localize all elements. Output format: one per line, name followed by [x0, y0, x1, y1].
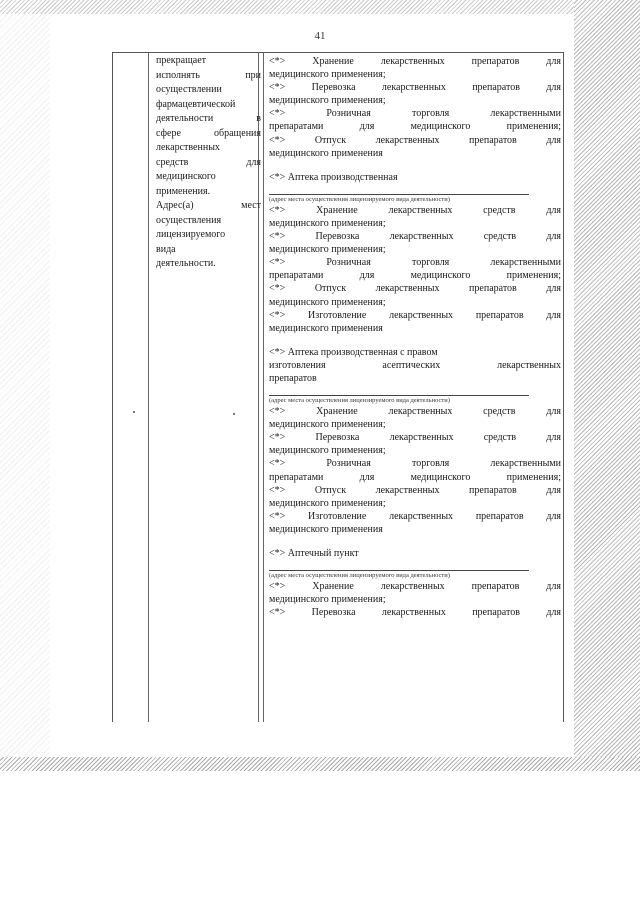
text-line: медицинского применения; [269, 419, 386, 431]
scan-margin-top [0, 0, 640, 14]
text-line: Адрес(а) мест [156, 200, 261, 211]
text-line: деятельности. [156, 258, 216, 269]
text-line: прекращает [156, 55, 207, 66]
text-line: сфере обращения [156, 127, 261, 139]
text-line: медицинского применения; [269, 95, 386, 107]
text-line: медицинского применения; [269, 244, 386, 256]
text-line: медицинского применения; [269, 594, 386, 606]
column-divider [263, 53, 264, 722]
text-line: медицинского применения [269, 523, 383, 535]
text-line: применения. [156, 185, 211, 197]
page-number: 41 [314, 30, 326, 42]
text-line: медицинского применения [269, 147, 383, 159]
address-caption: (адрес места осуществления лицензируемого вида деятельности) [269, 395, 529, 405]
right-column-text [269, 55, 561, 619]
text-line: лицензируемого [156, 229, 226, 240]
text-line: <*> Перевозка лекарственных средств для [269, 231, 561, 243]
text-line: медицинского применения [269, 322, 383, 334]
text-line: <*> Изготовление лекарственных препаратов для [269, 510, 561, 522]
text-line: средств для [156, 156, 261, 168]
text-line: <*> Изготовление лекарственных препаратов для [269, 309, 561, 321]
text-line: <*> Перевозка лекарственных препаратов для [269, 82, 561, 94]
scan-speck [233, 413, 235, 415]
text-line: <*> Перевозка лекарственных препаратов для [269, 607, 561, 619]
section-title: <*> Аптека производственная с правом [269, 346, 438, 358]
address-caption: (адрес места осуществления лицензируемого вида деятельности) [269, 194, 529, 204]
text-line: <*> Розничная торговля лекарственными [269, 108, 561, 120]
text-line: лекарственных [156, 142, 220, 153]
scan-margin-left [0, 0, 50, 770]
text-line: медицинского применения; [269, 69, 386, 81]
text-line: медицинского применения; [269, 296, 386, 308]
text-line: осуществлении [156, 84, 222, 95]
text-line: препаратами для медицинского применения; [269, 471, 561, 483]
text-line: <*> Хранение лекарственных средств для [269, 204, 561, 216]
text-line: <*> Хранение лекарственных средств для [269, 406, 561, 418]
text-line: <*> Отпуск лекарственных препаратов для [269, 134, 561, 146]
scan-speck [133, 411, 135, 413]
section-title: препаратов [269, 372, 317, 384]
text-line: фармацевтической [156, 98, 236, 110]
text-line: <*> Розничная торговля лекарственными [269, 257, 561, 269]
text-line: исполнять при [156, 69, 261, 81]
text-line: медицинского применения; [269, 217, 386, 229]
text-line: деятельности в [156, 113, 261, 124]
text-line: <*> Перевозка лекарственных средств для [269, 432, 561, 444]
section-title: <*> Аптека производственная [269, 171, 398, 183]
text-line: <*> Хранение лекарственных препаратов для [269, 581, 561, 593]
column-divider [148, 53, 149, 722]
text-line: препаратами для медицинского применения; [269, 121, 561, 133]
section-title: изготовления асептических лекарственных [269, 359, 561, 371]
text-line: препаратами для медицинского применения; [269, 270, 561, 282]
address-caption: (адрес места осуществления лицензируемого вида деятельности) [269, 570, 529, 580]
text-line: медицинского [156, 171, 216, 182]
left-column-text [156, 54, 261, 272]
text-line: <*> Хранение лекарственных препаратов для [269, 56, 561, 67]
text-line: медицинского применения; [269, 445, 386, 457]
section-title: <*> Аптечный пункт [269, 548, 359, 559]
text-line: <*> Отпуск лекарственных препаратов для [269, 484, 561, 496]
scan-margin-right [574, 0, 640, 770]
text-line: осуществления [156, 214, 222, 226]
text-line: вида [156, 243, 176, 255]
text-line: медицинского применения; [269, 497, 386, 509]
text-line: <*> Розничная торговля лекарственными [269, 458, 561, 470]
text-line: <*> Отпуск лекарственных препаратов для [269, 283, 561, 295]
document-table [112, 52, 564, 722]
scan-margin-bottom [0, 757, 640, 771]
